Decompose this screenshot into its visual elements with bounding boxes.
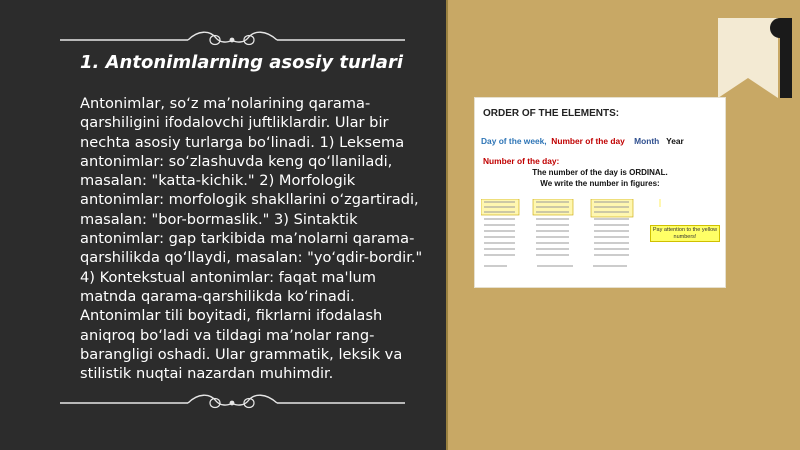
image-line-figures: We write the number in figures:	[540, 179, 660, 188]
image-heading: ORDER OF THE ELEMENTS:	[483, 108, 620, 119]
ornament-divider-icon	[60, 391, 405, 415]
ornament-divider-icon	[60, 28, 405, 52]
category-year: Year	[666, 136, 684, 146]
order-of-elements-image	[474, 97, 726, 288]
category-month: Month	[634, 136, 660, 146]
ordinal-number-grid	[481, 199, 661, 273]
category-week: Day of the week,	[481, 136, 547, 146]
category-number: Number of the day	[551, 136, 625, 146]
image-line-ordinal: The number of the day is ORDINAL.	[532, 168, 668, 177]
bookmark-ribbon-icon	[716, 18, 792, 98]
slide-title: 1. Antonimlarning asosiy turlari	[80, 52, 403, 73]
image-subheading: Number of the day:	[483, 156, 560, 166]
slide-body-text: Antonimlar, so‘z ma’nolarining qarama-qarshiligini ifodalovchi juftliklardir. Ular bir nechta asosiy turlarga bo‘linadi. 1) Leksema antonimlar: so‘zlashuvda keng qo‘llaniladi, masalan: "katta-kichik." 2) Morfologik antonimlar: morfologik shakllarini o‘zgartiradi, masalan: "bor-bormaslik." 3) Sintaktik antonimlar: gap tarkibida ma’nolarni qarama-qarshilikda qo‘llaydi, masalan: "yo‘qdir-bordir." 4) Kontekstual antonimlar: faqat ma'lum matnda qarama-qarshilikda ko‘rinadi. Antonimlar tili boyitadi, fikrlarni ifodalash aniqroq bo‘ladi va tildagi ma’nolar rang-barangligi oshadi. Ular grammatik, leksik va stilistik nuqtai nazardan muhimdir.	[80, 95, 423, 383]
yellow-note: Pay attention to the yellow numbers!	[650, 225, 720, 242]
image-categories	[481, 136, 684, 146]
